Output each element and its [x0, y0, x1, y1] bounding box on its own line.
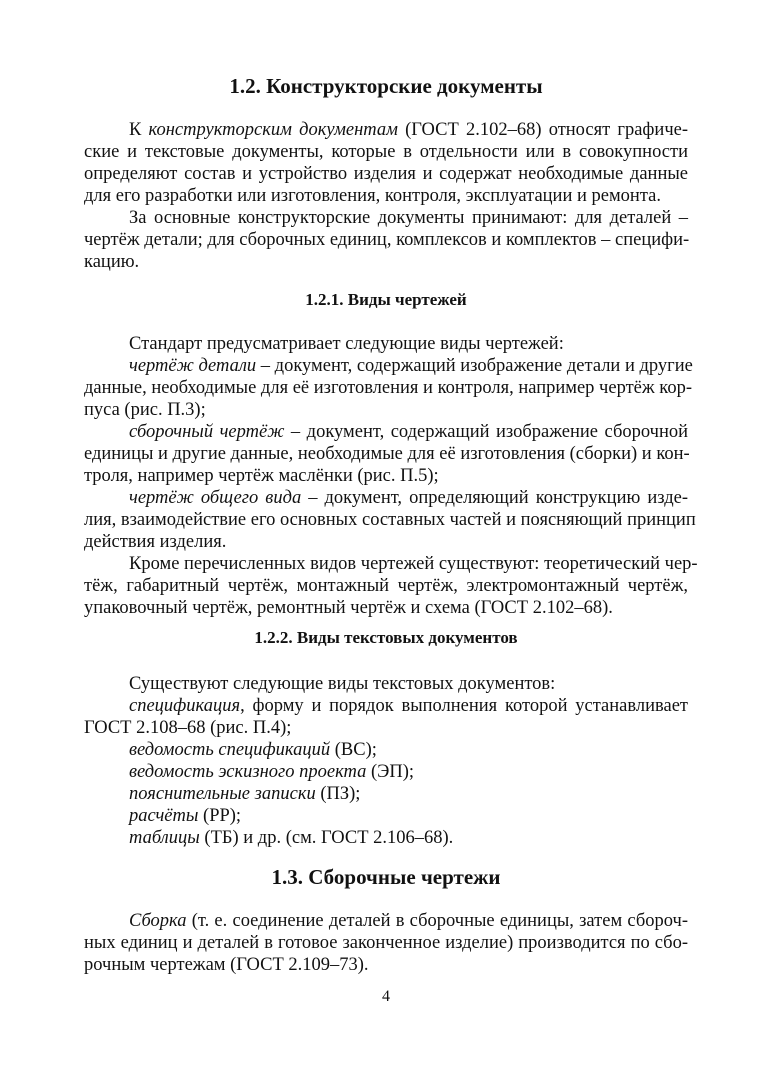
p4-line-1: чертёж детали – документ, содержащий изображение детали и другие	[129, 356, 693, 376]
heading-1-2-1: 1.2.1. Виды чертежей	[305, 290, 467, 309]
heading-1-2: 1.2. Конструкторские документы	[229, 74, 543, 98]
heading-1-2-2: 1.2.2. Виды текстовых документов	[254, 628, 518, 647]
term-sborka: Сборка	[129, 911, 187, 931]
list-item: ведомость эскизного проекта (ЭП);	[129, 762, 415, 782]
term-chertezh-obshchego-vida: чертёж общего вида	[129, 488, 302, 508]
p1-line-1: К конструкторским документам (ГОСТ 2.102–68) относят графиче-	[129, 120, 689, 140]
list-item: ведомость спецификаций (ВС);	[129, 740, 377, 760]
term-specifikaciya: спецификация	[129, 696, 241, 716]
p7-line-1: Кроме перечисленных видов чертежей существуют: теоретический чер-	[129, 554, 698, 574]
p5-line-1: сборочный чертёж – документ, содержащий изображение сборочной	[129, 422, 688, 442]
p2-line-2: чертёж детали; для сборочных единиц, комплексов и комплектов – специфи-	[84, 230, 690, 250]
list-item: пояснительные записки (ПЗ);	[129, 784, 361, 804]
p4-line-3: пуса (рис. П.3);	[84, 400, 206, 420]
term-sborochnyi-chertezh: сборочный чертёж	[129, 422, 285, 442]
p10-line-3: рочным чертежам (ГОСТ 2.109–73).	[84, 955, 369, 975]
p2-line-1: За основные конструкторские документы принимают: для деталей –	[129, 208, 688, 228]
p10-line-1: Сборка (т. е. соединение деталей в сборочные единицы, затем сбороч-	[129, 911, 688, 931]
list-item: таблицы (ТБ) и др. (см. ГОСТ 2.106–68).	[129, 828, 454, 848]
p6-line-1: чертёж общего вида – документ, определяющий конструкцию изде-	[129, 488, 688, 508]
term-konstruktorskie-dokumenty: конструкторским документам	[148, 120, 398, 140]
p10-line-2: ных единиц и деталей в готовое законченное изделие) производится по сбо-	[84, 933, 688, 953]
p1-line-2: ские и текстовые документы, которые в отдельности или в совокупности	[84, 142, 688, 162]
p9-line-2: ГОСТ 2.108–68 (рис. П.4);	[84, 718, 292, 738]
p6-line-3: действия изделия.	[84, 532, 227, 552]
p4-line-2: данные, необходимые для её изготовления и контроля, например чертёж кор-	[84, 378, 692, 398]
p3-line-1: Стандарт предусматривает следующие виды чертежей:	[129, 334, 564, 354]
p6-line-2: лия, взаимодействие его основных составных частей и поясняющий принцип	[84, 510, 696, 530]
p5-line-3: троля, например чертёж маслёнки (рис. П.5);	[84, 466, 439, 486]
term-chertezh-detali: чертёж детали	[129, 356, 257, 376]
p1-line-3: определяют состав и устройство изделия и содержат необходимые данные	[84, 164, 688, 184]
list-item: расчёты (РР);	[129, 806, 242, 826]
p9-line-1: спецификация, форму и порядок выполнения которой устанавливает	[129, 696, 688, 716]
p7-line-2: тёж, габаритный чертёж, монтажный чертёж, электромонтажный чертёж,	[84, 576, 688, 596]
p2-line-3: кацию.	[84, 252, 140, 272]
p5-line-2: единицы и другие данные, необходимые для её изготовления (сборки) и кон-	[84, 444, 690, 464]
p7-line-3: упаковочный чертёж, ремонтный чертёж и схема (ГОСТ 2.102–68).	[84, 598, 613, 618]
p8-line-1: Существуют следующие виды текстовых документов:	[129, 674, 556, 694]
heading-1-3: 1.3. Сборочные чертежи	[271, 865, 501, 889]
p1-line-4: для его разработки или изготовления, контроля, эксплуатации и ремонта.	[84, 186, 661, 206]
page-number: 4	[382, 988, 390, 1005]
